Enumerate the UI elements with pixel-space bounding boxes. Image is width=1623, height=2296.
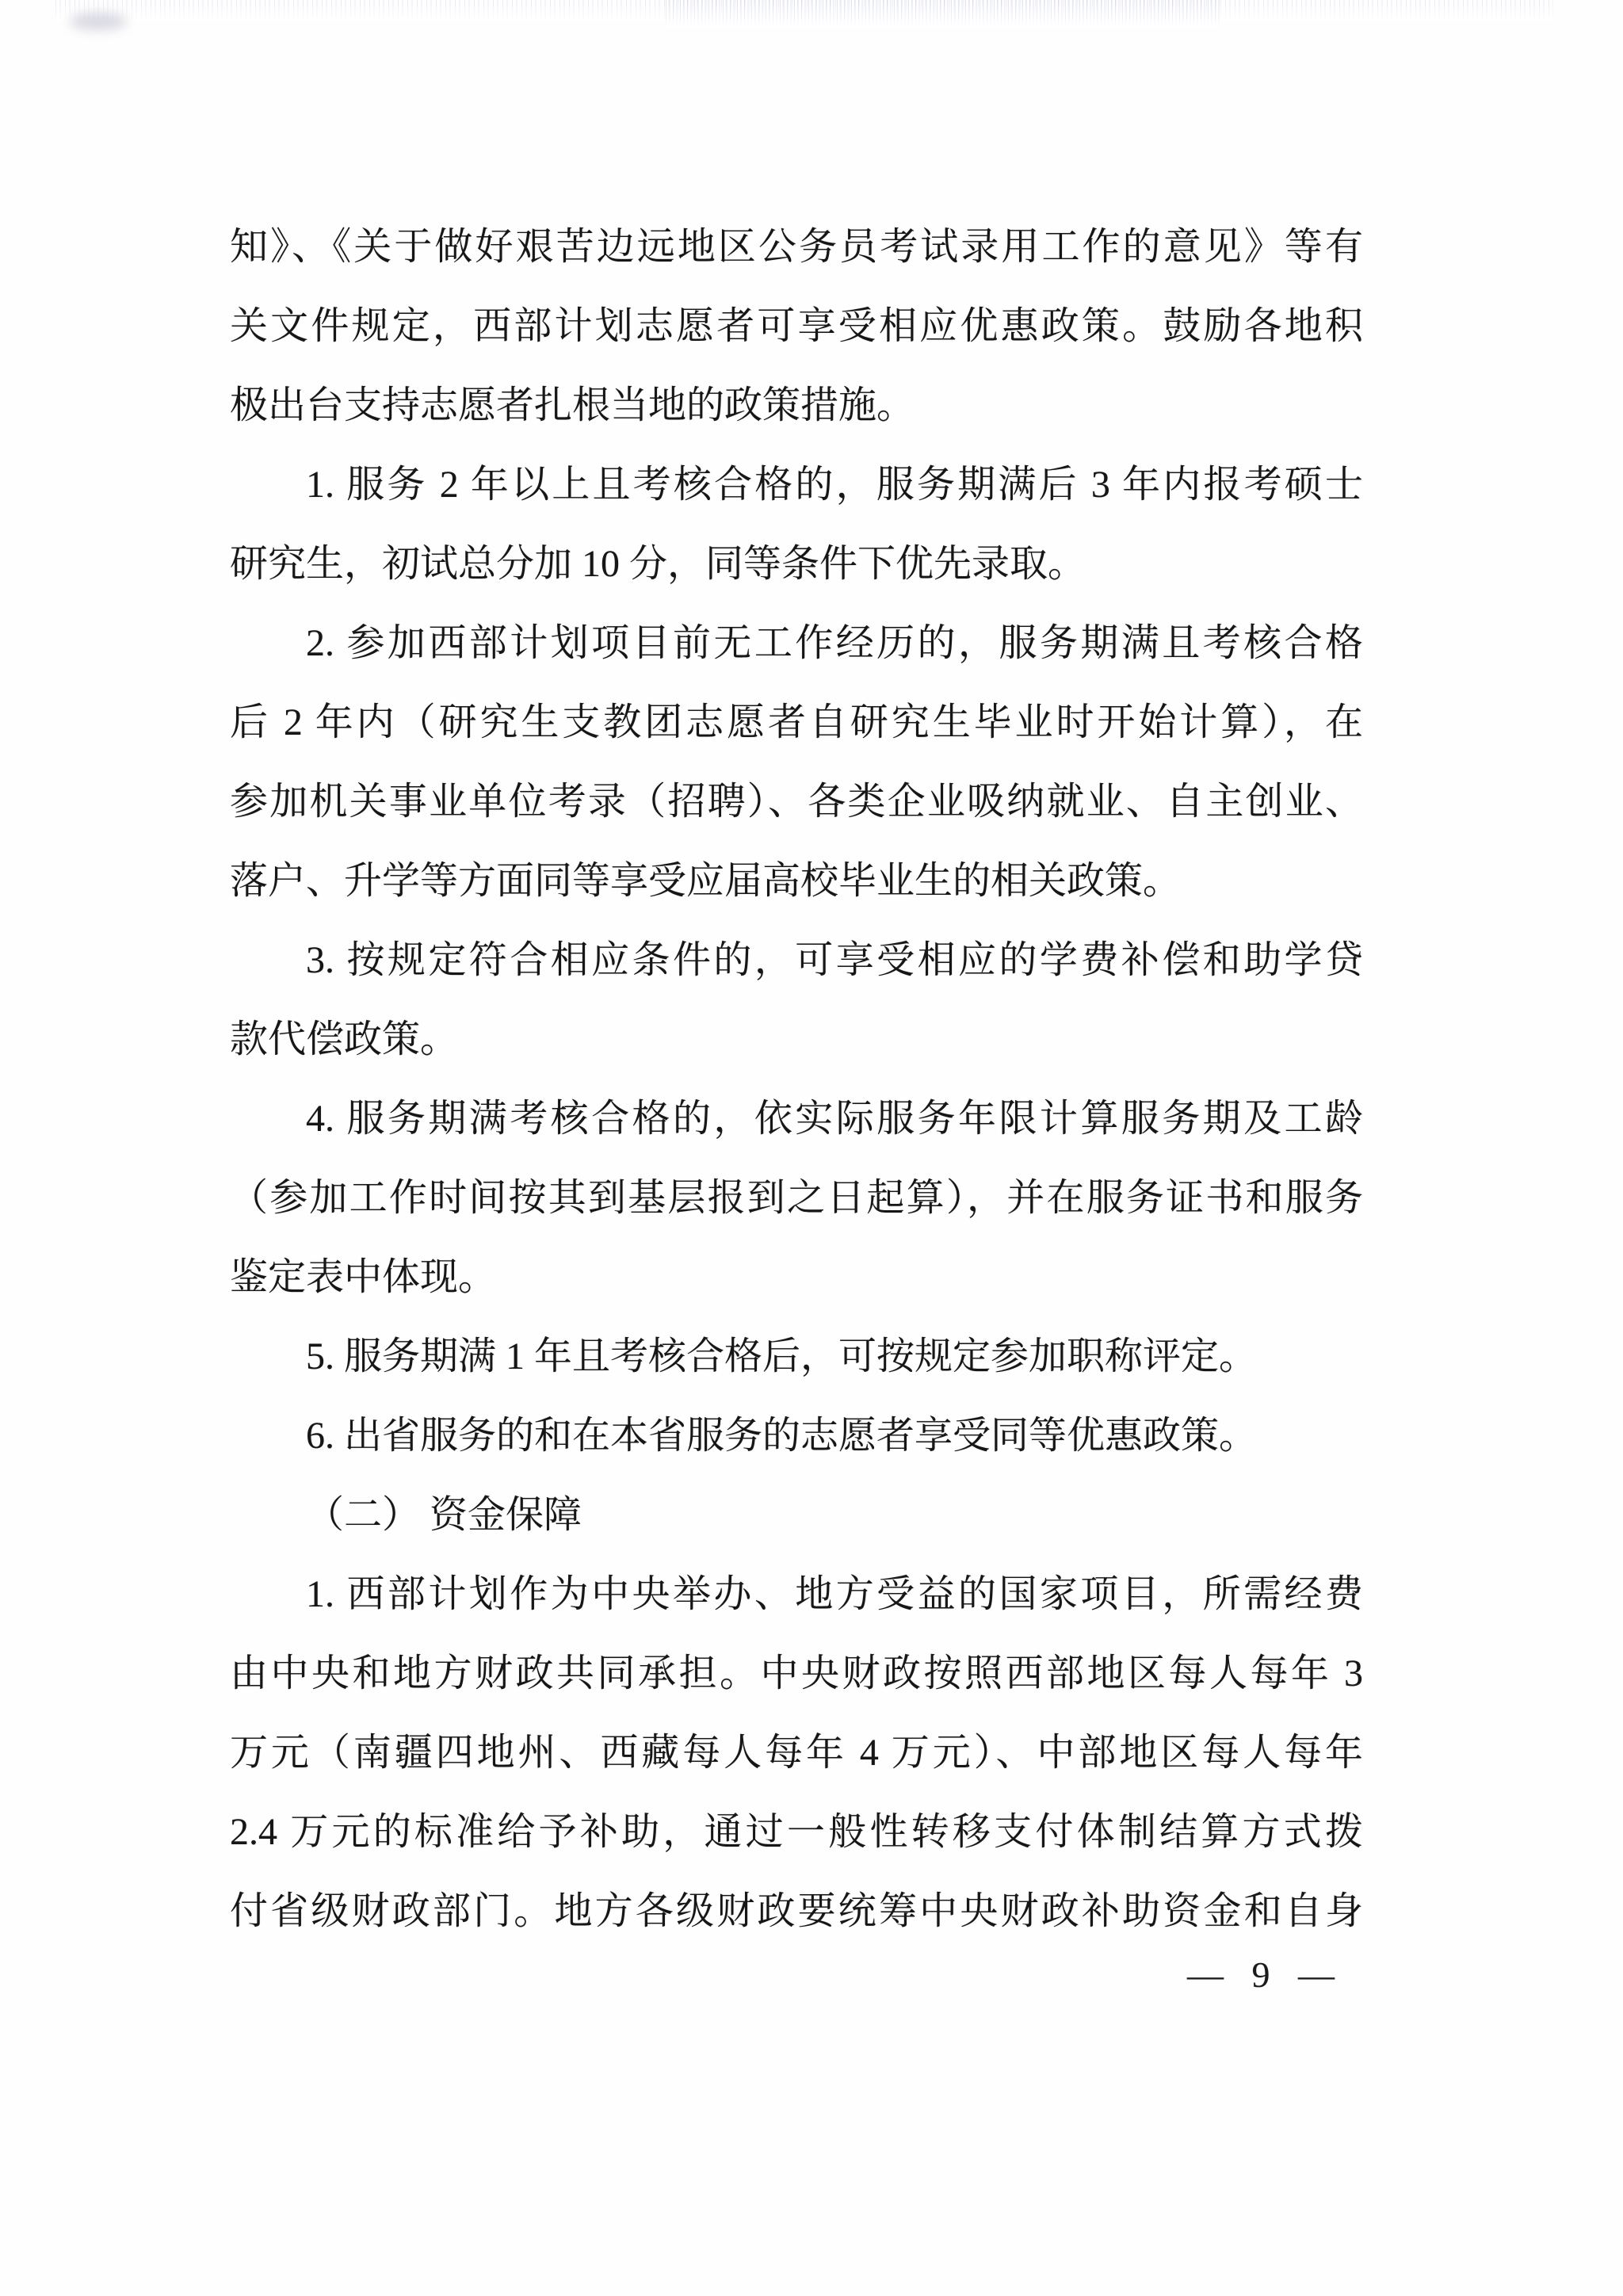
- text-line: 2. 参加西部计划项目前无工作经历的，服务期满且考核合格: [306, 622, 1363, 664]
- text-line: 款代偿政策。: [230, 1018, 459, 1060]
- text-line: 2.4 万元的标准给予补助，通过一般性转移支付体制结算方式拨: [230, 1811, 1363, 1853]
- text-line: 知》、《关于做好艰苦边远地区公务员考试录用工作的意见》等有: [230, 226, 1363, 268]
- section-heading-line: （二） 资金保障: [306, 1494, 582, 1536]
- scan-smudge-artifact: [70, 13, 127, 30]
- text-line: 后 2 年内（研究生支教团志愿者自研究生毕业时开始计算），在: [230, 701, 1363, 743]
- document-body: [230, 208, 1363, 1951]
- text-line: 万元（南疆四地州、西藏每人每年 4 万元）、中部地区每人每年: [230, 1732, 1363, 1774]
- text-line: 由中央和地方财政共同承担。中央财政按照西部地区每人每年 3: [230, 1652, 1363, 1694]
- scan-noise-artifact: [666, 0, 1220, 29]
- text-line: 参加机关事业单位考录（招聘）、各类企业吸纳就业、自主创业、: [230, 781, 1363, 823]
- text-line: 研究生，初试总分加 10 分，同等条件下优先录取。: [230, 543, 1086, 585]
- text-line: （参加工作时间按其到基层报到之日起算），并在服务证书和服务: [230, 1177, 1363, 1219]
- text-line: 3. 按规定符合相应条件的，可享受相应的学费补偿和助学贷: [306, 939, 1363, 981]
- text-line: 鉴定表中体现。: [230, 1256, 497, 1298]
- text-line: 5. 服务期满 1 年且考核合格后，可按规定参加职称评定。: [306, 1335, 1258, 1377]
- text-line: 6. 出省服务的和在本省服务的志愿者享受同等优惠政策。: [306, 1415, 1258, 1457]
- page-number: — 9 —: [1187, 1954, 1338, 1995]
- text-line: 关文件规定，西部计划志愿者可享受相应优惠政策。鼓励各地积: [230, 305, 1363, 347]
- text-line: 付省级财政部门。地方各级财政要统筹中央财政补助资金和自身: [230, 1890, 1363, 1932]
- text-line: 落户、升学等方面同等享受应届高校毕业生的相关政策。: [230, 860, 1182, 902]
- text-line: 1. 服务 2 年以上且考核合格的，服务期满后 3 年内报考硕士: [306, 464, 1363, 506]
- text-line: 1. 西部计划作为中央举办、地方受益的国家项目，所需经费: [306, 1573, 1363, 1615]
- text-line: 4. 服务期满考核合格的，依实际服务年限计算服务期及工龄: [306, 1098, 1363, 1140]
- text-line: 极出台支持志愿者扎根当地的政策措施。: [230, 384, 915, 426]
